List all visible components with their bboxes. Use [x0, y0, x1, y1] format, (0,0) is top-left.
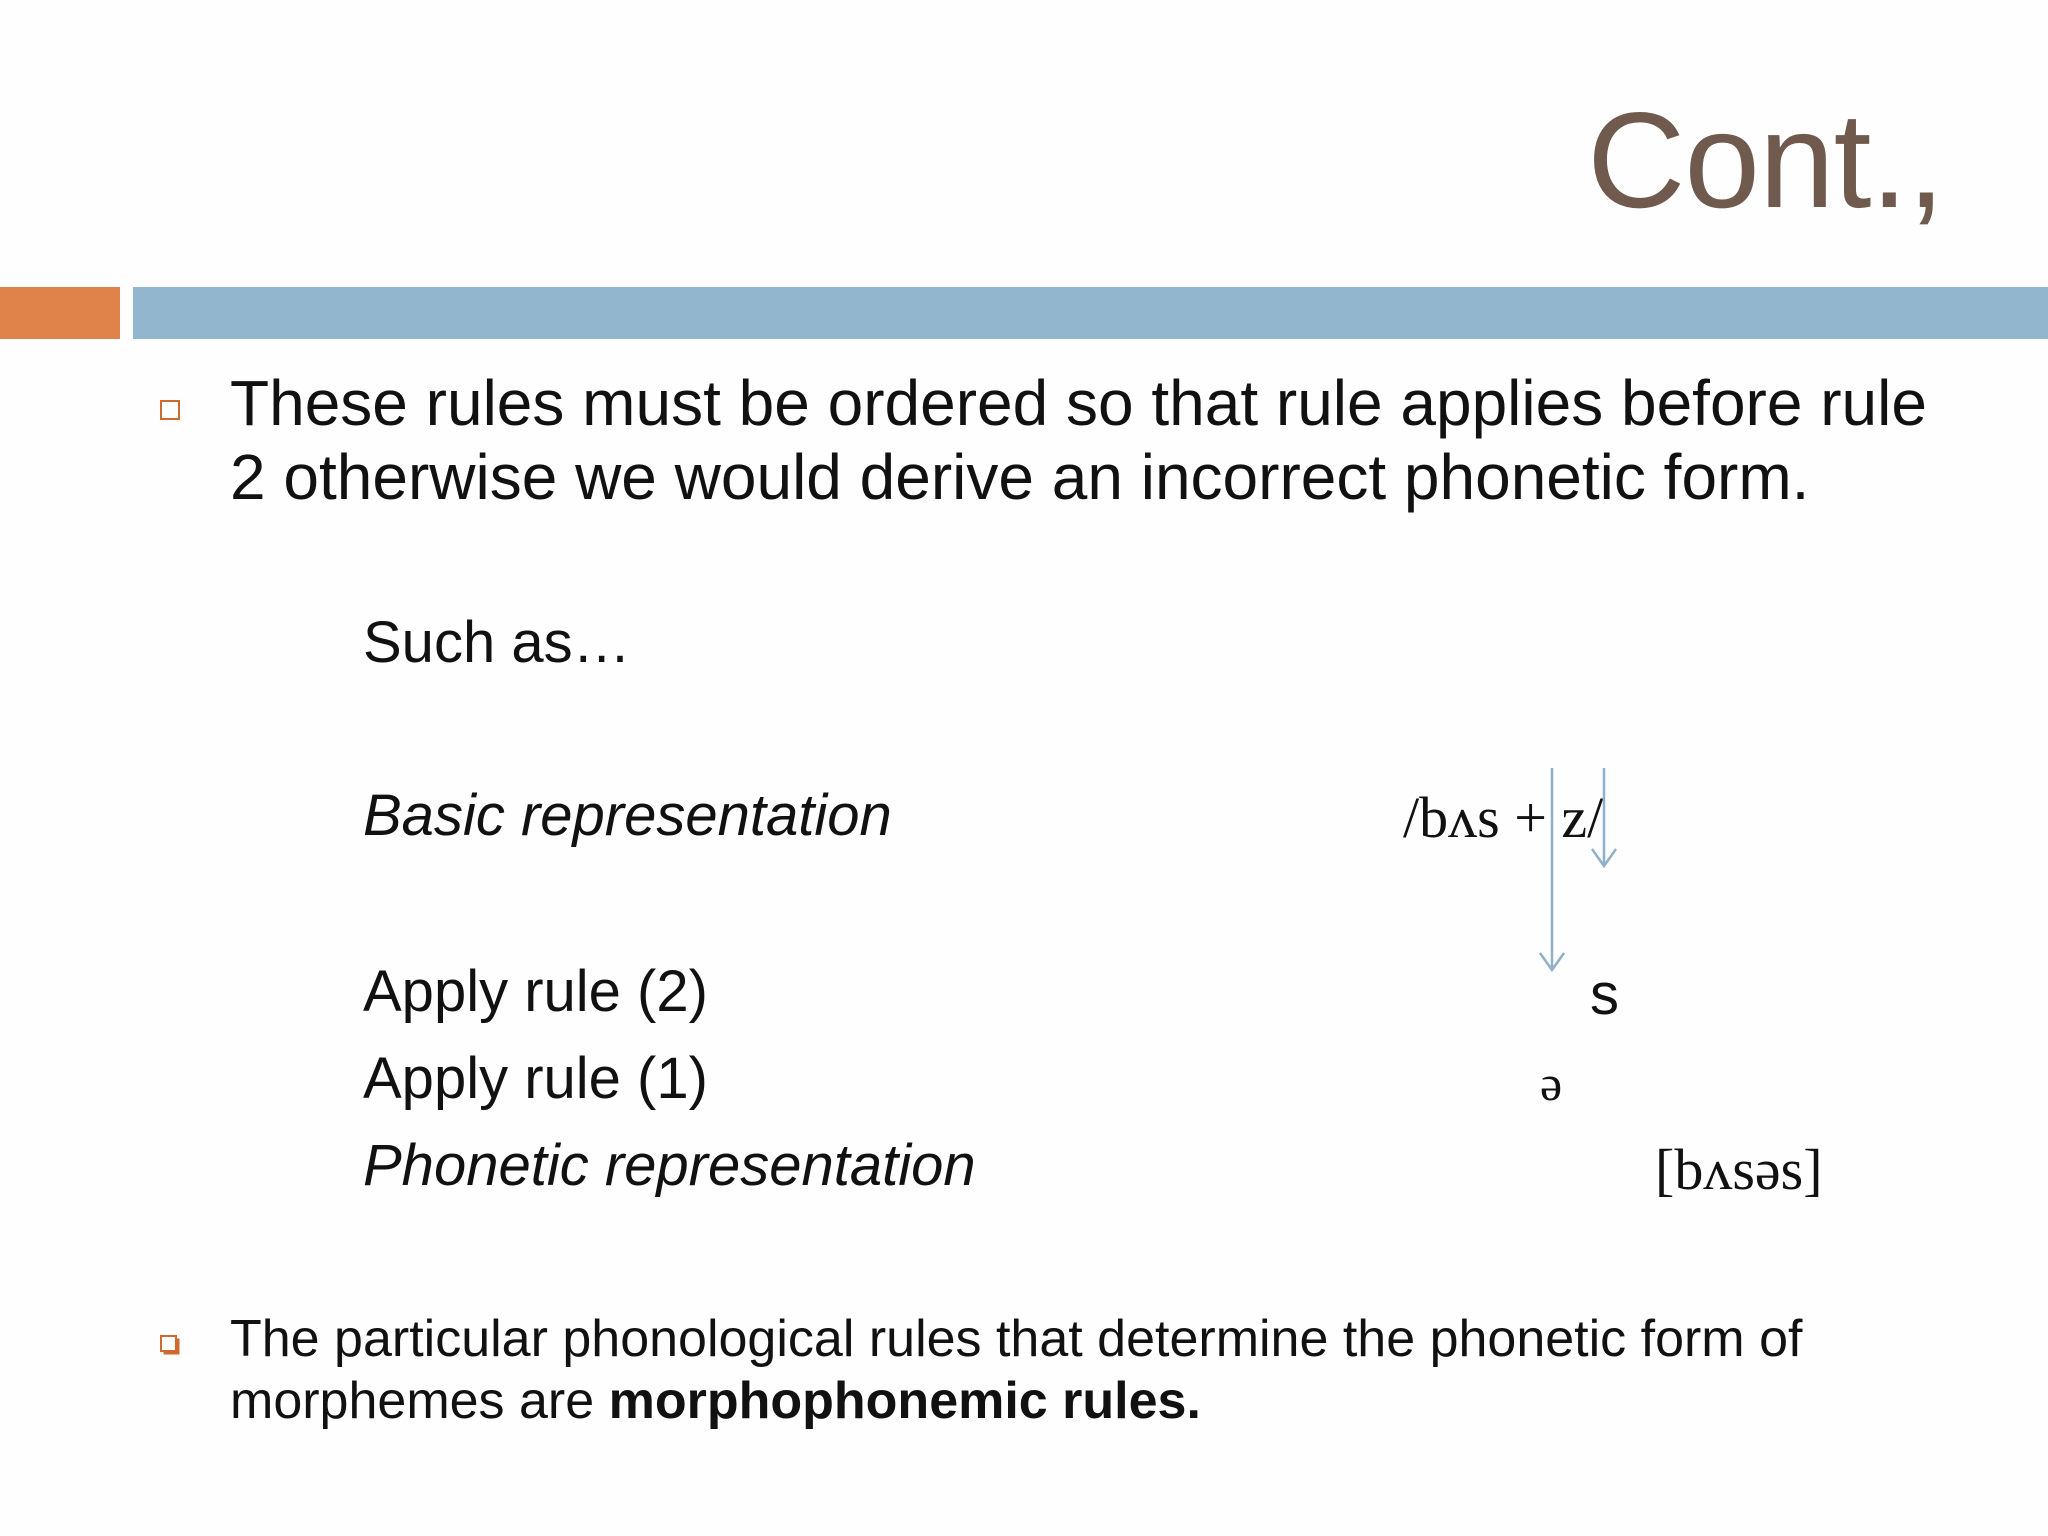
- shadowed-square-bullet-icon: [160, 1335, 177, 1352]
- bullet-text-2-bold: morphophonemic rules.: [608, 1372, 1201, 1430]
- apply-rule-1-label: Apply rule (1): [363, 1046, 708, 1111]
- slide-title: Cont.,: [1587, 84, 1944, 236]
- basic-representation-label: Basic representation: [363, 783, 892, 848]
- arrow-left-head: [1540, 953, 1564, 970]
- basic-representation-value: /bʌs + z/: [1403, 785, 1604, 850]
- header-bar: [133, 287, 2048, 339]
- bullet-text-2-prefix: The particular phonological rules that determine the phonetic form of morphemes are: [230, 1310, 1803, 1430]
- bullet-text-2: [230, 1308, 1950, 1432]
- apply-rule-2-value: s: [1590, 962, 1619, 1027]
- apply-rule-2-label: Apply rule (2): [363, 959, 708, 1024]
- accent-bar: [0, 287, 120, 339]
- bullet-text-1: These rules must be ordered so that rule applies before rule 2 otherwise we would derive an incorrect phonetic form.: [230, 367, 1927, 513]
- phonetic-representation-value: [bʌsəs]: [1655, 1137, 1823, 1202]
- apply-rule-1-value: ə: [1540, 1055, 1563, 1111]
- such-as-text: Such as…: [363, 610, 631, 675]
- basic-representation-rest: ʌs + z/: [1448, 785, 1604, 850]
- hollow-square-bullet-icon: [160, 400, 180, 420]
- phonetic-representation-label: Phonetic representation: [363, 1133, 976, 1198]
